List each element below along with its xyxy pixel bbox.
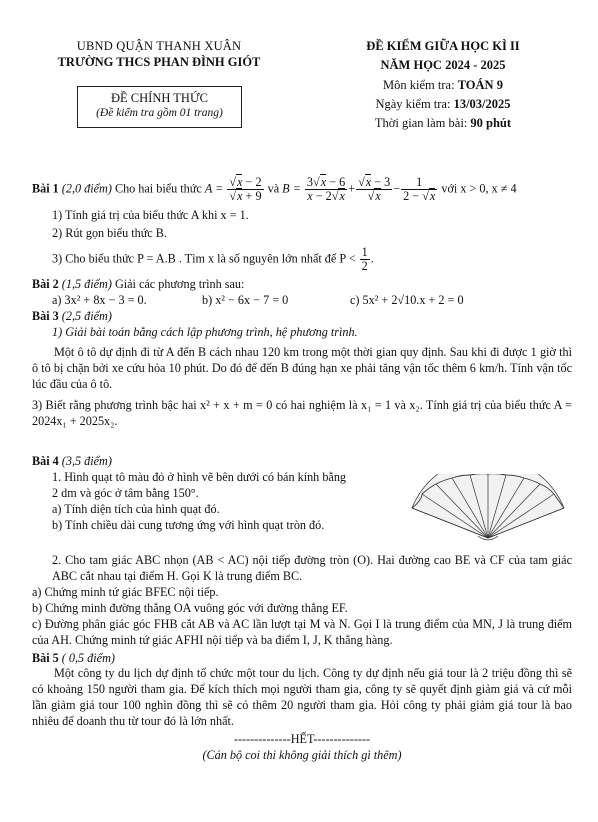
bai3-heading: Bài 3 (2,5 điểm) (32, 309, 112, 324)
exam-date: Ngày kiểm tra: 13/03/2025 (375, 96, 511, 111)
bai2-equations (32, 293, 572, 309)
official-subtitle: (Đề kiểm tra gồm 01 trang) (96, 107, 223, 120)
bai4-q1b: b) Tính chiều dài cung tương ứng với hình quạt tròn đó. (52, 517, 325, 532)
bai4-heading: Bài 4 (3,5 điểm) (32, 454, 112, 469)
exam-subject: Môn kiểm tra: TOÁN 9 (383, 77, 503, 92)
bai1-heading: Bài 1 (2,0 điểm) Cho hai biểu thức A = $\frac{√x - 2}{√x + 9}$ và B = $\frac{3√x - 6}{x - 2√x}$ + $\frac{√x - 3}{√x}$ − $\frac{1}{2 - √x}$ với x > 0, x ≠ 4 (32, 175, 517, 204)
fan-sector-figure (408, 474, 568, 544)
expr-a: A = (204, 181, 224, 196)
bai2-a: a) 3x² + 8x − 3 = 0. (52, 293, 147, 308)
official-title: ĐỀ CHÍNH THỨC (111, 91, 208, 105)
exam-title: ĐỀ KIỂM GIỮA HỌC KÌ II (366, 39, 520, 53)
bai3-q3: 3) Biết rằng phương trình bậc hai x² + x + m = 0 có hai nghiệm là x₁ = 1 và x₂. Tính giá trị của biểu thức A = 2024x₁ + 2025x₂. (32, 398, 572, 429)
exam-year: NĂM HỌC 2024 - 2025 (380, 58, 506, 73)
school-name: TRƯỜNG THCS PHAN ĐÌNH GIÓT (57, 55, 261, 70)
footer-note: (Cán bộ coi thi không giải thích gì thêm) (202, 747, 402, 762)
bai2-b: b) x² − 6x − 7 = 0 (202, 293, 289, 308)
exam-duration: Thời gian làm bài: 90 phút (374, 116, 512, 130)
bai4-q1: 1. Hình quạt tô màu đỏ ở hình vẽ bên dưới có bán kính bằng 2 dm và góc ở tâm bằng 150°. (52, 470, 347, 500)
bai1-q3: 3) Cho biểu thức P = A.B . Tìm x là số nguyên lớn nhất để P < $\frac{1}{2}$ . (52, 244, 374, 273)
bai5-problem: Một công ty du lịch dự định tổ chức một tour du lịch. Công ty dự định nếu giá tour là 2 triệu đồng thì sẽ có khoảng 150 người tham gia. Để kích thích mọi người tham gia, công ty sẽ quyết định giảm giá và cứ mỗi lần giảm giá tour 100 nghìn đồng thì sẽ có thêm 20 người tham gia. Hỏi công ty phải giảm giá tour là bao nhiêu để doanh thu từ tour đó là lớn nhất. (32, 666, 572, 729)
official-box (77, 86, 242, 128)
bai3-q1: 1) Giải bài toán bằng cách lập phương trình, hệ phương trình. (52, 324, 358, 339)
school-header (34, 38, 284, 71)
bai2-heading: Bài 2 (1,5 điểm) Giải các phương trình sau: (32, 277, 245, 292)
frac-a: $\frac{√x - 2}{√x + 9}$ (229, 175, 262, 204)
bai2-c: c) 5x² + 2√10.x + 2 = 0 (350, 293, 464, 308)
expr-b: B = (282, 181, 301, 196)
exam-header (318, 38, 568, 131)
bai3-problem: Một ô tô dự định đi từ A đến B cách nhau 120 km trong một thời gian quy định. Sau khi đi được 1 giờ thì ô tô bị chặn bởi xe cứu hỏa 10 phút. Do đó để đến B đúng hạn xe phải tăng vận tốc thêm 6 km/h. Tính vận tốc lúc đầu của ô tô. (32, 344, 572, 391)
bai1-q2: 2) Rút gọn biểu thức B. (52, 225, 167, 240)
bai4-q2c: c) Đường phân giác góc FHB cắt AB và AC lần lượt tại M và N. Gọi I là trung điểm của MN, J là trung điểm của AH. Chứng minh tứ giác AFHI nội tiếp và ba điểm I, J, K thẳng hàng. (32, 616, 572, 647)
bai4-q1a: a) Tính diện tích của hình quạt đó. (52, 501, 220, 516)
bai5-heading: Bài 5 ( 0,5 điểm) (32, 650, 115, 665)
bai1-q1: 1) Tính giá trị của biểu thức A khi x = 1. (52, 207, 249, 222)
end-marker: --------------HẾT-------------- (233, 731, 371, 746)
bai4-q2: 2. Cho tam giác ABC nhọn (AB < AC) nội tiếp đường tròn (O). Hai đường cao BE và CF của tam giác ABC cắt nhau tại điểm H. Gọi K là trung điểm BC. (52, 553, 572, 584)
bai4-q2b: b) Chứng minh đường thẳng OA vuông góc với đường thẳng EF. (32, 601, 348, 616)
bai4-q2a: a) Chứng minh tứ giác BFEC nội tiếp. (32, 585, 219, 600)
district-name: UBND QUẬN THANH XUÂN (76, 39, 242, 53)
exam-content (32, 176, 572, 764)
